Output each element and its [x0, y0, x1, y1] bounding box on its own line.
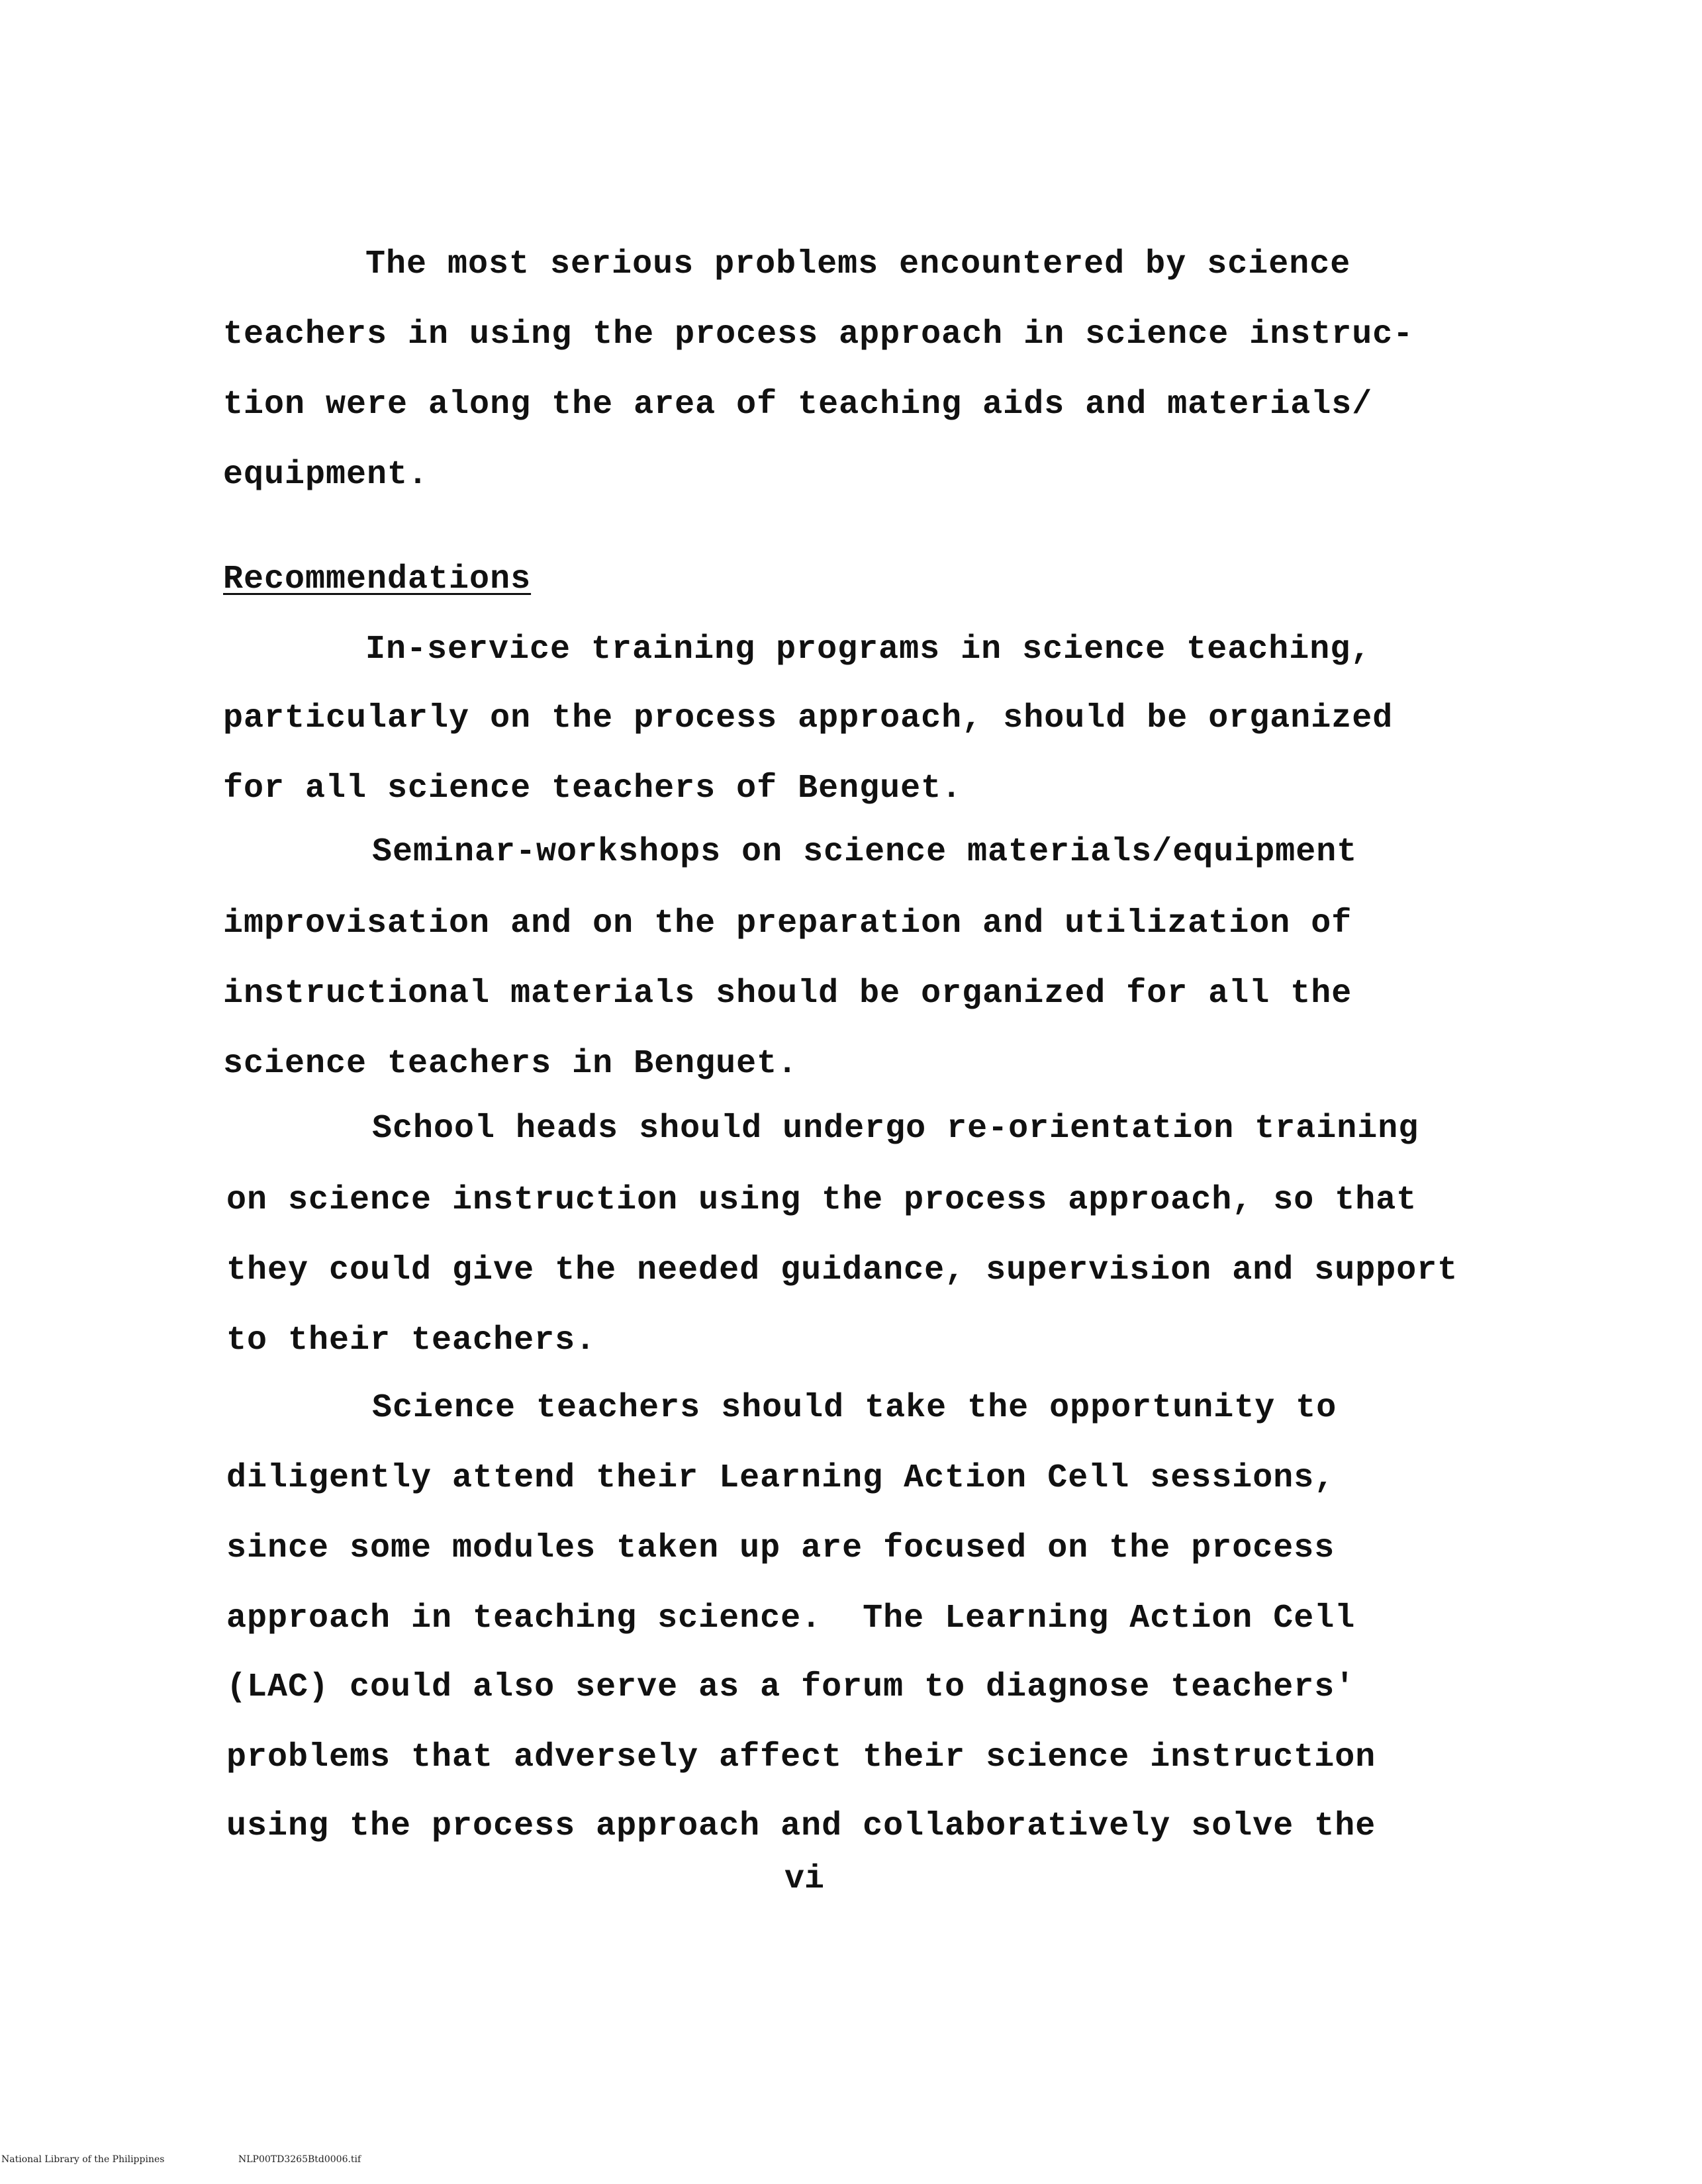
page-number: vi: [784, 1860, 825, 1898]
paragraph-1-line-2: teachers in using the process approach in science instruc-: [223, 316, 1414, 353]
paragraph-1-line-4: equipment.: [223, 456, 429, 494]
footer-file-id: NLP00TD3265Btd0006.tif: [238, 2154, 361, 2165]
paragraph-5-line-6: problems that adversely affect their science instruction: [226, 1739, 1376, 1776]
paragraph-2-line-3: for all science teachers of Benguet.: [223, 770, 963, 807]
paragraph-5-line-7: using the process approach and collaboratively solve the: [226, 1807, 1376, 1845]
paragraph-2-line-1: In-service training programs in science teaching,: [365, 631, 1372, 668]
paragraph-5-line-5: (LAC) could also serve as a forum to diagnose teachers': [226, 1668, 1356, 1706]
paragraph-1-line-3: tion were along the area of teaching aids and materials/: [223, 386, 1373, 424]
paragraph-2-line-2: particularly on the process approach, should be organized: [223, 700, 1394, 737]
paragraph-3-line-4: science teachers in Benguet.: [223, 1045, 798, 1083]
paragraph-3-line-2: improvisation and on the preparation and utilization of: [223, 905, 1352, 942]
paragraph-3-line-1: Seminar-workshops on science materials/equipment: [372, 833, 1358, 871]
paragraph-4-line-2: on science instruction using the process approach, so that: [226, 1181, 1417, 1219]
paragraph-3-line-3: instructional materials should be organized for all the: [223, 975, 1352, 1013]
paragraph-4-line-4: to their teachers.: [226, 1322, 596, 1359]
paragraph-4-line-1: School heads should undergo re-orientation training: [372, 1110, 1419, 1148]
paragraph-5-line-4: approach in teaching science. The Learning Action Cell: [226, 1600, 1356, 1637]
footer-library: National Library of the Philippines: [1, 2154, 165, 2165]
paragraph-5-line-1: Science teachers should take the opportunity to: [372, 1389, 1337, 1427]
paragraph-4-line-3: they could give the needed guidance, supervision and support: [226, 1251, 1458, 1289]
paragraph-5-line-2: diligently attend their Learning Action Cell sessions,: [226, 1459, 1335, 1497]
recommendations-heading: Recommendations: [223, 561, 532, 598]
paragraph-1-line-1: The most serious problems encountered by science: [365, 246, 1351, 283]
paragraph-5-line-3: since some modules taken up are focused on the process: [226, 1529, 1335, 1567]
